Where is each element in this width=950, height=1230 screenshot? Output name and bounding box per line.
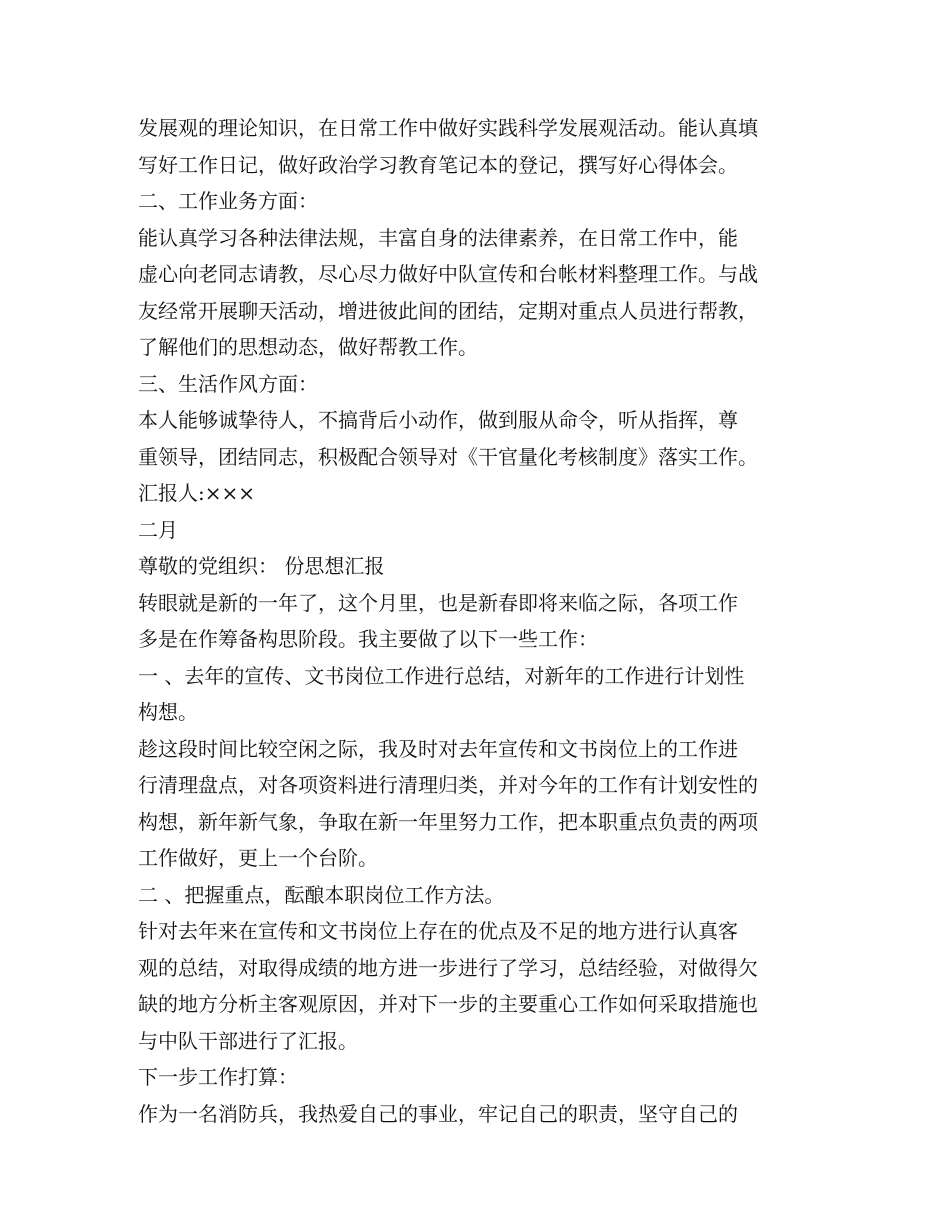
text-line: 构想，新年新气象，争取在新一年里努力工作，把本职重点负责的两项: [138, 809, 758, 834]
text-line: 写好工作日记，做好政治学习教育笔记本的登记，撰写好心得体会。: [138, 152, 738, 177]
document-page: [138, 110, 818, 1132]
text-line: 友经常开展聊天活动，增进彼此间的团结，定期对重点人员进行帮教，: [138, 298, 758, 323]
text-line: 趁这段时间比较空闲之际，我及时对去年宣传和文书岗位上的工作进: [138, 736, 738, 761]
text-line: 转眼就是新的一年了，这个月里，也是新春即将来临之际，各项工作: [138, 590, 738, 615]
text-line: 多是在作筹备构思阶段。我主要做了以下一些工作：: [138, 627, 598, 651]
text-line: 针对去年来在宣传和文书岗位上存在的优点及不足的地方进行认真客: [138, 919, 738, 943]
section-heading: 三、生活作风方面：: [138, 371, 318, 396]
section-heading: 下一步工作打算：: [138, 1065, 298, 1089]
text-line: 本人能够诚挚待人，不搞背后小动作，做到服从命令，听从指挥，尊: [138, 408, 738, 432]
text-line: 工作做好，更上一个台阶。: [138, 846, 378, 870]
text-line: 虚心向老同志请教，尽心尽力做好中队宣传和台帐材料整理工作。与战: [138, 262, 758, 286]
text-line: 构想。: [138, 700, 198, 724]
text-line: 行清理盘点，对各项资料进行清理归类，并对今年的工作有计划安性的: [138, 773, 758, 797]
signature-line: 汇报人:×××: [138, 481, 256, 505]
date-line: 二月: [138, 517, 178, 542]
section-heading: 一 、去年的宣传、文书岗位工作进行总结，对新年的工作进行计划性: [138, 663, 745, 688]
text-line: 缺的地方分析主客观原因，并对下一步的主要重心工作如何采取措施也: [138, 992, 758, 1016]
text-line: 了解他们的思想动态，做好帮教工作。: [138, 335, 478, 359]
text-line: 与中队干部进行了汇报。: [138, 1028, 358, 1053]
text-line: 观的总结，对取得成绩的地方进一步进行了学习，总结经验，对做得欠: [138, 955, 758, 980]
section-heading: 二 、把握重点，酝酿本职岗位工作方法。: [138, 882, 505, 907]
section-heading: 二、工作业务方面：: [138, 189, 318, 213]
text-line: 能认真学习各种法律法规，丰富自身的法律素养，在日常工作中，能: [138, 225, 738, 250]
text-line: 重领导，团结同志，积极配合领导对《干官量化考核制度》落实工作。: [138, 444, 758, 469]
text-line: 作为一名消防兵，我热爱自己的事业，牢记自己的职责，坚守自己的: [138, 1101, 738, 1126]
text-line: 发展观的理论知识，在日常工作中做好实践科学发展观活动。能认真填: [138, 116, 758, 140]
salutation-line: 尊敬的党组织： 份思想汇报: [138, 554, 385, 578]
